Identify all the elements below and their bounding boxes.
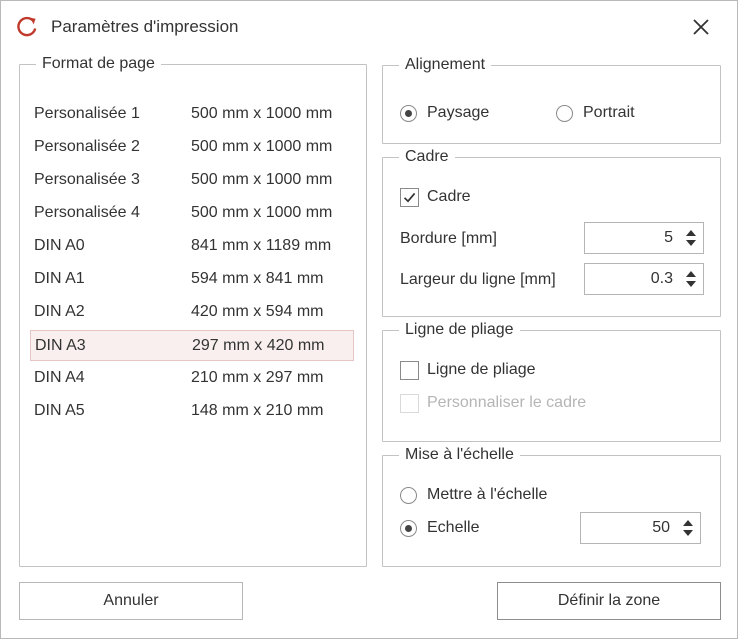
spin-down-icon[interactable] xyxy=(682,529,694,538)
custom-frame-label: Personnaliser le cadre xyxy=(427,394,587,411)
fold-line-checkbox[interactable] xyxy=(400,361,419,380)
cancel-button[interactable]: Annuler xyxy=(19,582,243,620)
radio-dot xyxy=(405,110,412,117)
scale-legend: Mise à l'échelle xyxy=(405,446,514,463)
landscape-radio[interactable] xyxy=(400,105,417,122)
spin-down-icon[interactable] xyxy=(685,280,697,289)
page-format-size: 210 mm x 297 mm xyxy=(191,369,324,386)
scale-radio[interactable] xyxy=(400,520,417,537)
page-format-name: DIN A0 xyxy=(34,237,85,254)
page-format-size: 148 mm x 210 mm xyxy=(191,402,324,419)
page-format-size: 500 mm x 1000 mm xyxy=(191,138,333,155)
scale-value[interactable]: 50 xyxy=(652,519,670,536)
frame-checkbox-label[interactable]: Cadre xyxy=(427,188,471,205)
fit-to-scale-label[interactable]: Mettre à l'échelle xyxy=(427,486,548,503)
custom-frame-checkbox xyxy=(400,394,419,413)
page-format-name: DIN A2 xyxy=(34,303,85,320)
page-format-item[interactable] xyxy=(30,132,354,163)
alignment-group xyxy=(382,56,721,144)
frame-checkbox[interactable] xyxy=(400,188,419,207)
page-format-name: DIN A3 xyxy=(35,337,86,354)
page-format-group xyxy=(19,55,367,567)
page-format-name: DIN A4 xyxy=(34,369,85,386)
radio-dot xyxy=(405,525,412,532)
border-value[interactable]: 5 xyxy=(664,229,673,246)
page-format-legend: Format de page xyxy=(42,55,155,72)
page-format-size: 841 mm x 1189 mm xyxy=(191,237,332,254)
scale-group xyxy=(382,446,721,567)
border-spinner[interactable] xyxy=(584,222,704,254)
frame-group xyxy=(382,148,721,317)
page-format-item[interactable] xyxy=(30,297,354,328)
close-icon[interactable] xyxy=(689,15,713,39)
page-format-name: Personalisée 1 xyxy=(34,105,140,122)
fit-to-scale-radio[interactable] xyxy=(400,487,417,504)
page-format-item[interactable] xyxy=(30,264,354,295)
page-format-name: DIN A1 xyxy=(34,270,85,287)
fold-line-group xyxy=(382,321,721,442)
page-format-item[interactable] xyxy=(30,165,354,196)
line-width-label: Largeur du ligne [mm] xyxy=(400,271,556,288)
fold-line-checkbox-label[interactable]: Ligne de pliage xyxy=(427,361,536,378)
scale-label[interactable]: Echelle xyxy=(427,519,480,536)
refresh-icon xyxy=(16,16,38,38)
page-format-size: 297 mm x 420 mm xyxy=(192,337,325,354)
page-format-size: 500 mm x 1000 mm xyxy=(191,105,333,122)
line-width-spinner[interactable] xyxy=(584,263,704,295)
line-width-value[interactable]: 0.3 xyxy=(650,270,673,287)
spin-up-icon[interactable] xyxy=(685,228,697,237)
checkmark-icon xyxy=(402,190,417,205)
page-format-size: 500 mm x 1000 mm xyxy=(191,204,333,221)
page-format-item[interactable] xyxy=(30,396,354,427)
page-format-name: Personalisée 3 xyxy=(34,171,140,188)
define-zone-button[interactable]: Définir la zone xyxy=(497,582,721,620)
page-format-item[interactable] xyxy=(30,231,354,262)
portrait-radio[interactable] xyxy=(556,105,573,122)
page-format-item[interactable] xyxy=(30,99,354,130)
frame-legend: Cadre xyxy=(405,148,449,165)
window-title: Paramètres d'impression xyxy=(51,17,239,36)
spin-up-icon[interactable] xyxy=(682,518,694,527)
border-label: Bordure [mm] xyxy=(400,230,497,247)
page-format-size: 594 mm x 841 mm xyxy=(191,270,324,287)
page-format-name: Personalisée 4 xyxy=(34,204,140,221)
scale-spinner[interactable] xyxy=(580,512,701,544)
title-bar xyxy=(1,1,737,53)
spin-down-icon[interactable] xyxy=(685,239,697,248)
portrait-label[interactable]: Portrait xyxy=(583,104,635,121)
page-format-name: DIN A5 xyxy=(34,402,85,419)
landscape-label[interactable]: Paysage xyxy=(427,104,490,121)
page-format-item[interactable] xyxy=(30,363,354,394)
page-format-item[interactable] xyxy=(30,198,354,229)
page-format-size: 500 mm x 1000 mm xyxy=(191,171,333,188)
fold-line-legend: Ligne de pliage xyxy=(405,321,514,338)
page-format-item[interactable] xyxy=(30,330,354,361)
spin-up-icon[interactable] xyxy=(685,269,697,278)
alignment-legend: Alignement xyxy=(405,56,486,73)
page-format-name: Personalisée 2 xyxy=(34,138,140,155)
page-format-size: 420 mm x 594 mm xyxy=(191,303,324,320)
